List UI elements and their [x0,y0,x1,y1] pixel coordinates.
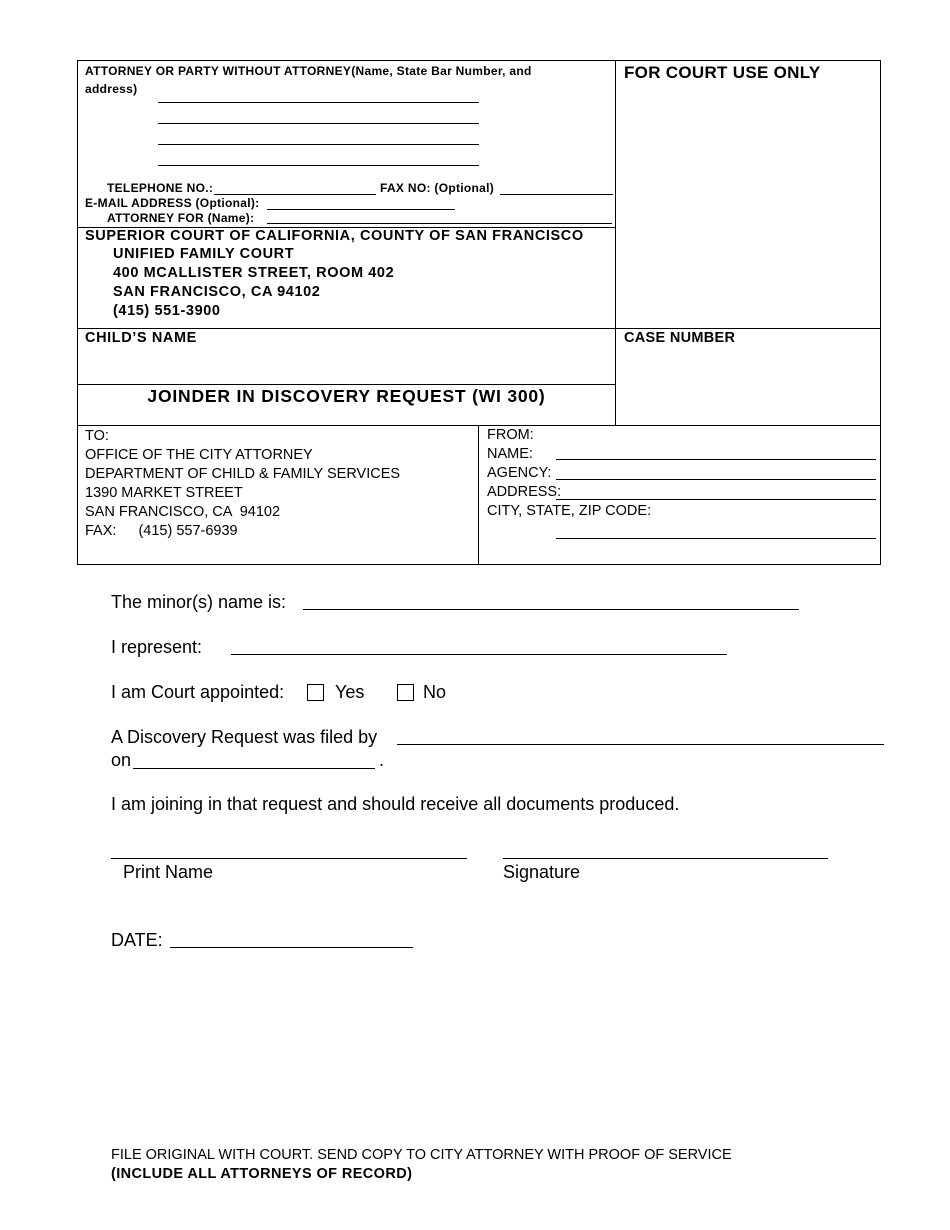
to-block [85,427,400,541]
attorney-label-line1: ATTORNEY OR PARTY WITHOUT ATTORNEY(Name, State Bar Number, and [85,64,532,78]
attorney-label-line2: address) [85,82,138,96]
on-label: on [111,750,132,770]
signature-label: Signature [503,862,581,882]
form-title: JOINDER IN DISCOVERY REQUEST (WI 300) [147,386,546,406]
print-name-label: Print Name [123,862,214,882]
from-label: FROM: [487,427,534,443]
to-label: TO: [85,428,109,444]
from-name-field[interactable] [556,459,876,460]
represent-label: I represent: [111,637,203,657]
yes-label: Yes [335,682,365,702]
filed-on-field[interactable] [133,768,375,769]
divider-child [77,328,881,329]
court-phone: (415) 551-3900 [113,303,221,319]
court-street: 400 MCALLISTER STREET, ROOM 402 [113,265,395,281]
court-name: SUPERIOR COURT OF CALIFORNIA, COUNTY OF SAN FRANCISCO [85,228,584,244]
attorney-line-1[interactable] [158,102,479,103]
no-checkbox[interactable] [397,684,414,701]
telephone-label: TELEPHONE NO.: [107,181,214,195]
divider-title [77,384,616,385]
to-line-4: SAN FRANCISCO, CA 94102 [85,504,281,520]
header-divider-vertical [615,60,616,426]
print-name-field[interactable] [111,858,467,859]
from-name-label: NAME: [487,446,533,462]
from-agency-field[interactable] [556,479,876,480]
attorney-line-2[interactable] [158,123,479,124]
court-city: SAN FRANCISCO, CA 94102 [113,284,321,300]
to-fax [85,522,400,541]
to-fax-value: (415) 557-6939 [138,523,238,539]
date-label: DATE: [111,930,163,950]
filed-by-label: A Discovery Request was filed by [111,727,378,747]
attorney-line-3[interactable] [158,144,479,145]
minor-name-field[interactable] [303,609,799,610]
email-label: E-MAIL ADDRESS (Optional): [85,196,260,210]
divider-to-from [77,425,881,426]
footer-line-2: (INCLUDE ALL ATTORNEYS OF RECORD) [111,1166,413,1182]
no-label: No [423,682,447,702]
period: . [379,750,385,770]
filed-by-field[interactable] [397,744,884,745]
attorney-for-label: ATTORNEY FOR (Name): [107,211,255,225]
from-address-field[interactable] [556,499,876,500]
attorney-line-4[interactable] [158,165,479,166]
yes-checkbox[interactable] [307,684,324,701]
footer-line-1: FILE ORIGINAL WITH COURT. SEND COPY TO CITY ATTORNEY WITH PROOF OF SERVICE [111,1147,732,1163]
from-city-field[interactable] [556,538,876,539]
case-number-label: CASE NUMBER [624,330,736,346]
from-address-label: ADDRESS: [487,484,562,500]
fax-label: FAX NO: (Optional) [380,181,495,195]
telephone-field[interactable] [214,194,376,195]
court-division: UNIFIED FAMILY COURT [113,246,295,262]
from-agency-label: AGENCY: [487,465,552,481]
represent-field[interactable] [231,654,727,655]
childs-name-label: CHILD’S NAME [85,330,197,346]
to-line-1: OFFICE OF THE CITY ATTORNEY [85,447,313,463]
fax-field[interactable] [500,194,613,195]
to-fax-label: FAX: [85,523,117,539]
from-city-label: CITY, STATE, ZIP CODE: [487,503,652,519]
to-line-3: 1390 MARKET STREET [85,485,243,501]
court-appointed-label: I am Court appointed: [111,682,285,702]
joining-statement: I am joining in that request and should receive all documents produced. [111,794,680,814]
minor-name-label: The minor(s) name is: [111,592,287,612]
to-from-divider-vertical [478,425,479,565]
court-use-label: FOR COURT USE ONLY [624,63,821,82]
email-field[interactable] [267,209,455,210]
attorney-for-field[interactable] [267,223,612,224]
to-line-2: DEPARTMENT OF CHILD & FAMILY SERVICES [85,466,401,482]
attorney-label [85,62,605,98]
signature-field[interactable] [503,858,828,859]
date-field[interactable] [170,947,413,948]
